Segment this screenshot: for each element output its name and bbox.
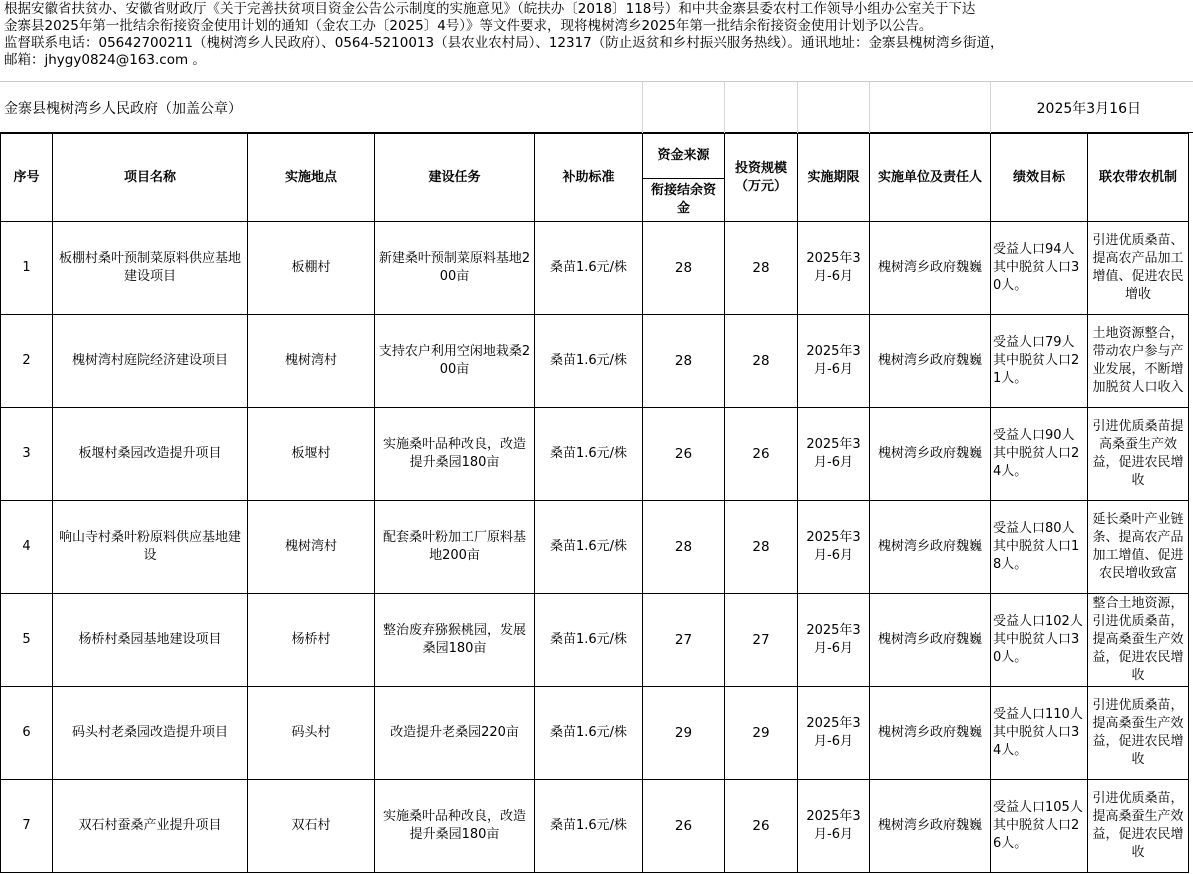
cell-seq: 6 bbox=[1, 687, 53, 780]
intro-line: 监督联系电话：05642700211（槐树湾乡人民政府）、0564-5210013（县农业农村局）、12317（防止返贫和乡村振兴服务热线）。通讯地址：金寨县槐树湾乡街道， bbox=[4, 35, 1004, 51]
header-investment: 投资规模（万元） bbox=[725, 134, 798, 222]
cell-subsidy: 桑苗1.6元/株 bbox=[535, 687, 643, 780]
cell-location: 双石村 bbox=[248, 780, 375, 873]
cell-unit: 槐树湾乡政府魏巍 bbox=[870, 315, 991, 408]
cell-mechanism: 整合土地资源，引进优质桑苗，提高桑蚕生产效益，促进农民增收 bbox=[1088, 594, 1189, 687]
issue-date: 2025年3月16日 bbox=[1036, 101, 1141, 117]
cell-period: 2025年3月-6月 bbox=[798, 687, 870, 780]
cell-seq: 1 bbox=[1, 222, 53, 315]
cell-investment: 28 bbox=[725, 222, 798, 315]
cell-mechanism: 引进优质桑苗提高桑蚕生产效益，促进农民增收 bbox=[1088, 408, 1189, 501]
cell-seq: 2 bbox=[1, 315, 53, 408]
announcement-intro bbox=[0, 0, 1193, 82]
cell-seq: 4 bbox=[1, 501, 53, 594]
cell-task: 新建桑叶预制菜原料基地200亩 bbox=[375, 222, 535, 315]
header-mechanism: 联农带农机制 bbox=[1088, 134, 1189, 222]
cell-unit: 槐树湾乡政府魏巍 bbox=[870, 594, 991, 687]
table-header bbox=[1, 134, 1189, 222]
cell-investment: 28 bbox=[725, 315, 798, 408]
cell-mechanism: 引进优质桑苗，提高桑蚕生产效益，促进农民增收 bbox=[1088, 780, 1189, 873]
cell-fund: 26 bbox=[643, 408, 725, 501]
gridline bbox=[990, 82, 991, 133]
cell-goal: 受益人口110人其中脱贫人口34人。 bbox=[991, 687, 1088, 780]
header-name: 项目名称 bbox=[53, 134, 248, 222]
table-row bbox=[1, 501, 1189, 594]
cell-seq: 5 bbox=[1, 594, 53, 687]
gridline bbox=[724, 82, 725, 133]
cell-period: 2025年3月-6月 bbox=[798, 315, 870, 408]
cell-task: 整治废弃猕猴桃园，发展桑园180亩 bbox=[375, 594, 535, 687]
cell-unit: 槐树湾乡政府魏巍 bbox=[870, 501, 991, 594]
cell-seq: 7 bbox=[1, 780, 53, 873]
cell-subsidy: 桑苗1.6元/株 bbox=[535, 780, 643, 873]
cell-period: 2025年3月-6月 bbox=[798, 501, 870, 594]
issuing-office: 金寨县槐树湾乡人民政府（加盖公章） bbox=[4, 101, 242, 117]
cell-subsidy: 桑苗1.6元/株 bbox=[535, 408, 643, 501]
cell-fund: 28 bbox=[643, 501, 725, 594]
cell-period: 2025年3月-6月 bbox=[798, 408, 870, 501]
cell-task: 改造提升老桑园220亩 bbox=[375, 687, 535, 780]
cell-subsidy: 桑苗1.6元/株 bbox=[535, 501, 643, 594]
table-row bbox=[1, 408, 1189, 501]
table-row bbox=[1, 222, 1189, 315]
intro-line: 根据安徽省扶贫办、安徽省财政厅《关于完善扶贫项目资金公告公示制度的实施意见》（皖扶办〔2018〕118号）和中共金寨县委农村工作领导小组办公室关于下达 bbox=[4, 1, 976, 17]
cell-period: 2025年3月-6月 bbox=[798, 594, 870, 687]
cell-task: 实施桑叶品种改良，改造提升桑园180亩 bbox=[375, 780, 535, 873]
header-seq: 序号 bbox=[1, 134, 53, 222]
cell-task: 支持农户利用空闲地栽桑200亩 bbox=[375, 315, 535, 408]
cell-mechanism: 引进优质桑苗、提高农产品加工增值、促进农民增收 bbox=[1088, 222, 1189, 315]
cell-task: 配套桑叶粉加工厂原料基地200亩 bbox=[375, 501, 535, 594]
cell-subsidy: 桑苗1.6元/株 bbox=[535, 315, 643, 408]
cell-investment: 28 bbox=[725, 501, 798, 594]
cell-name: 槐树湾村庭院经济建设项目 bbox=[53, 315, 248, 408]
gridline bbox=[869, 82, 870, 133]
cell-goal: 受益人口90人其中脱贫人口24人。 bbox=[991, 408, 1088, 501]
cell-investment: 29 bbox=[725, 687, 798, 780]
cell-name: 响山寺村桑叶粉原料供应基地建设 bbox=[53, 501, 248, 594]
header-goal: 绩效目标 bbox=[991, 134, 1088, 222]
table-body bbox=[1, 222, 1189, 873]
gridline bbox=[797, 82, 798, 133]
cell-name: 码头村老桑园改造提升项目 bbox=[53, 687, 248, 780]
cell-goal: 受益人口79人其中脱贫人口21人。 bbox=[991, 315, 1088, 408]
cell-investment: 27 bbox=[725, 594, 798, 687]
cell-investment: 26 bbox=[725, 408, 798, 501]
cell-location: 码头村 bbox=[248, 687, 375, 780]
header-period: 实施期限 bbox=[798, 134, 870, 222]
header-unit: 实施单位及责任人 bbox=[870, 134, 991, 222]
cell-name: 杨桥村桑园基地建设项目 bbox=[53, 594, 248, 687]
cell-seq: 3 bbox=[1, 408, 53, 501]
cell-fund: 29 bbox=[643, 687, 725, 780]
cell-period: 2025年3月-6月 bbox=[798, 222, 870, 315]
table-row bbox=[1, 315, 1189, 408]
cell-subsidy: 桑苗1.6元/株 bbox=[535, 222, 643, 315]
header-fund-source: 资金来源 bbox=[643, 134, 725, 179]
cell-mechanism: 土地资源整合，带动农户参与产业发展，不断增加脱贫人口收入 bbox=[1088, 315, 1189, 408]
gridline bbox=[642, 82, 643, 133]
cell-location: 板堰村 bbox=[248, 408, 375, 501]
cell-fund: 28 bbox=[643, 222, 725, 315]
cell-location: 槐树湾村 bbox=[248, 315, 375, 408]
cell-name: 双石村蚕桑产业提升项目 bbox=[53, 780, 248, 873]
header-location: 实施地点 bbox=[248, 134, 375, 222]
cell-unit: 槐树湾乡政府魏巍 bbox=[870, 780, 991, 873]
cell-name: 板堰村桑园改造提升项目 bbox=[53, 408, 248, 501]
table-row bbox=[1, 780, 1189, 873]
cell-subsidy: 桑苗1.6元/株 bbox=[535, 594, 643, 687]
table-row bbox=[1, 687, 1189, 780]
cell-goal: 受益人口80人其中脱贫人口18人。 bbox=[991, 501, 1088, 594]
intro-line: 金寨县2025年第一批结余衔接资金使用计划的通知（金农工办〔2025〕4号）》等文件要求，现将槐树湾乡2025年第一批结余衔接资金使用计划予以公告。 bbox=[4, 18, 933, 34]
cell-unit: 槐树湾乡政府魏巍 bbox=[870, 408, 991, 501]
intro-line: 邮箱：jhygy0824@163.com 。 bbox=[4, 52, 206, 68]
cell-location: 杨桥村 bbox=[248, 594, 375, 687]
cell-location: 板棚村 bbox=[248, 222, 375, 315]
cell-fund: 28 bbox=[643, 315, 725, 408]
cell-fund: 27 bbox=[643, 594, 725, 687]
cell-unit: 槐树湾乡政府魏巍 bbox=[870, 687, 991, 780]
header-subsidy: 补助标准 bbox=[535, 134, 643, 222]
header-fund-sub: 衔接结余资金 bbox=[643, 179, 725, 222]
cell-name: 板棚村桑叶预制菜原料供应基地建设项目 bbox=[53, 222, 248, 315]
cell-investment: 26 bbox=[725, 780, 798, 873]
cell-fund: 26 bbox=[643, 780, 725, 873]
cell-goal: 受益人口105人其中脱贫人口26人。 bbox=[991, 780, 1088, 873]
table-row bbox=[1, 594, 1189, 687]
header-task: 建设任务 bbox=[375, 134, 535, 222]
cell-unit: 槐树湾乡政府魏巍 bbox=[870, 222, 991, 315]
cell-mechanism: 延长桑叶产业链条、提高农产品加工增值、促进农民增收致富 bbox=[1088, 501, 1189, 594]
cell-period: 2025年3月-6月 bbox=[798, 780, 870, 873]
cell-goal: 受益人口102人其中脱贫人口30人。 bbox=[991, 594, 1088, 687]
cell-mechanism: 引进优质桑苗，提高桑蚕生产效益，促进农民增收 bbox=[1088, 687, 1189, 780]
cell-location: 槐树湾村 bbox=[248, 501, 375, 594]
cell-goal: 受益人口94人其中脱贫人口30人。 bbox=[991, 222, 1088, 315]
office-date-row bbox=[0, 82, 1193, 133]
cell-task: 实施桑叶品种改良，改造提升桑园180亩 bbox=[375, 408, 535, 501]
project-table bbox=[0, 133, 1189, 873]
